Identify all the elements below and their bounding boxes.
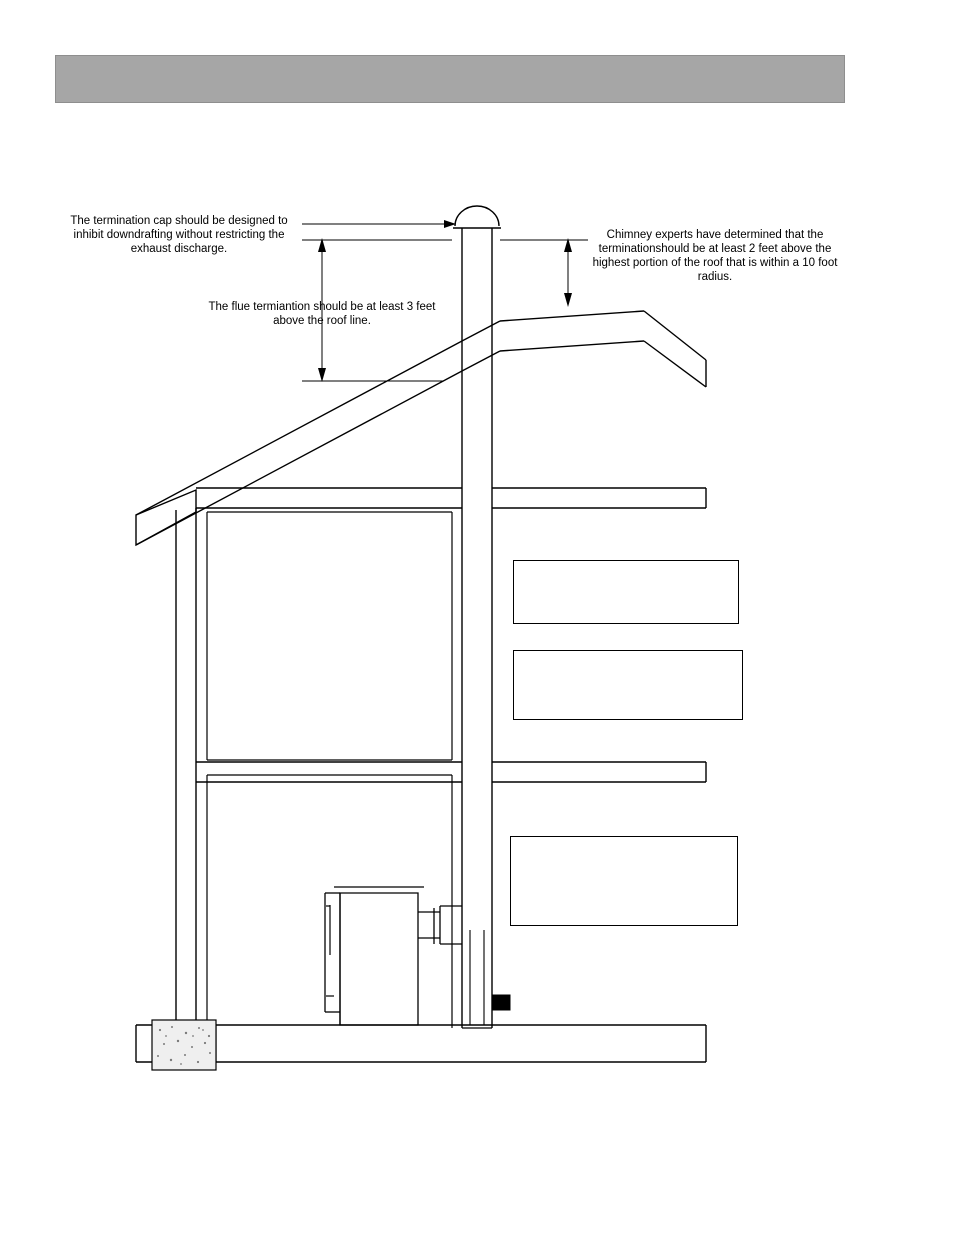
- callout-termination-cap: The termination cap should be designed to inhibit downdrafting without restricting the exhaust discharge.: [70, 215, 288, 255]
- roof-right-lower-line: [644, 341, 706, 387]
- roof-ridge-lower: [500, 341, 644, 351]
- stove-body: [340, 893, 418, 1025]
- roof-ridge-upper: [500, 311, 644, 321]
- callout-ten-foot-radius: Chimney experts have determined that the terminationshould be at least 2 feet above the highest portion of the roof that is within a 10 foot radius.: [592, 229, 838, 283]
- roof-right-upper-line: [644, 311, 706, 360]
- roof-left-lower-line-cont: [462, 351, 500, 371]
- roof-left-lower-line: [136, 371, 462, 545]
- callout-flue-termination: The flue termiantion should be at least 3 feet above the roof line.: [208, 301, 436, 327]
- chimney-cap: [455, 206, 499, 226]
- roof-left-upper-line-cont: [462, 321, 500, 341]
- leader-arrow-cap: [444, 220, 456, 228]
- roof-left-upper-line: [136, 341, 462, 515]
- hearth-pad: [152, 1020, 216, 1070]
- dimension-arrow-3ft-bottom: [318, 368, 326, 382]
- chimney-cleanout: [492, 995, 510, 1010]
- dimension-arrow-2ft-bottom: [564, 293, 572, 307]
